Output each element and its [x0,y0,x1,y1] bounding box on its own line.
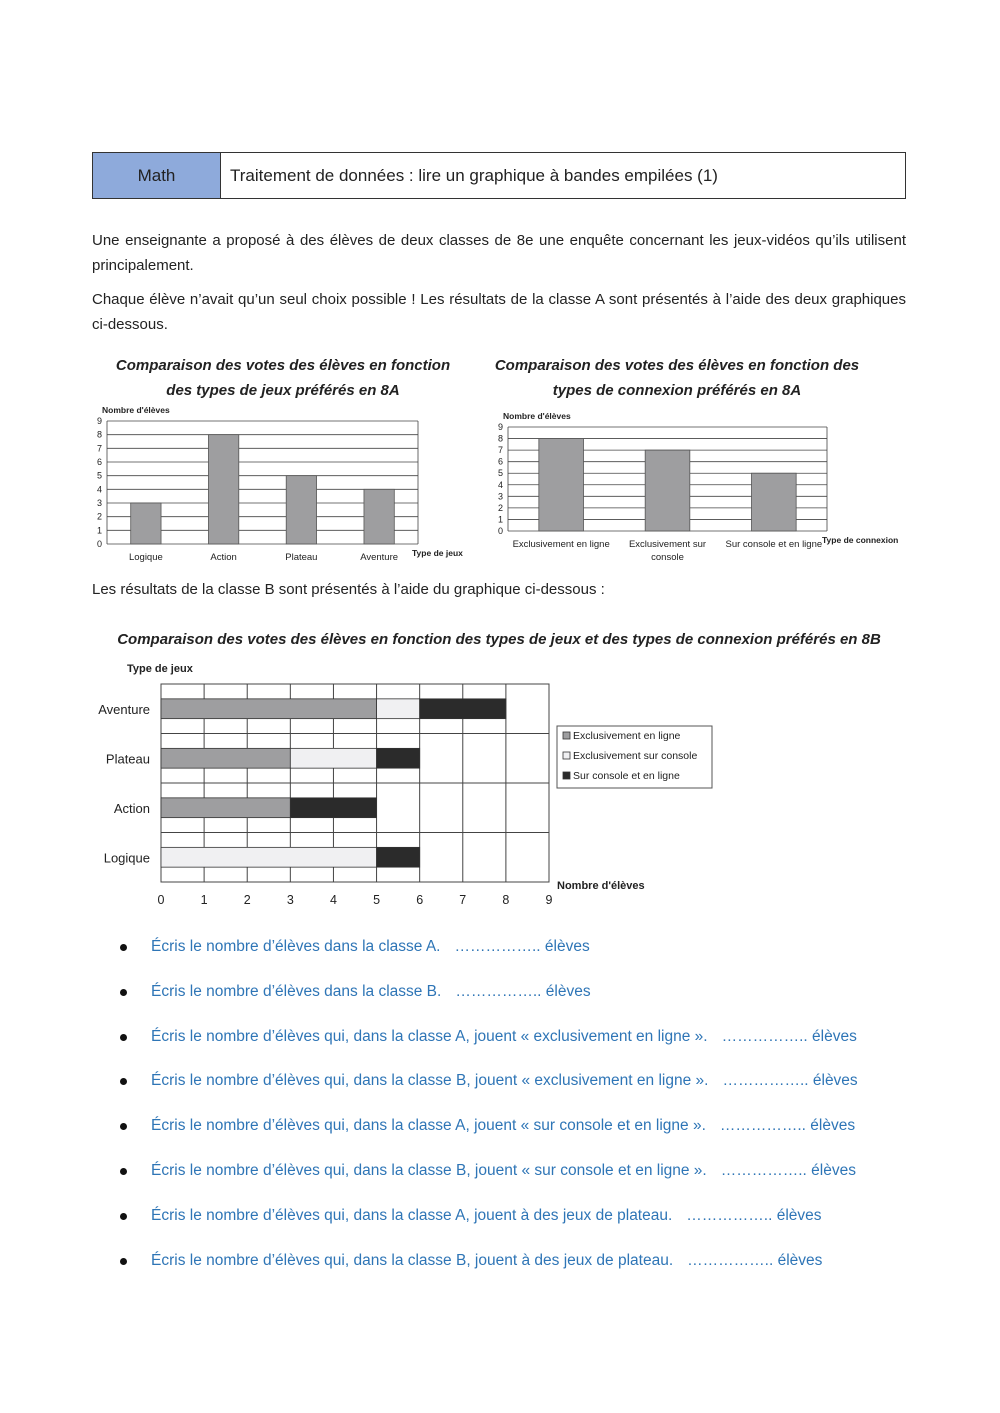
bar-segment [161,798,290,818]
bullet-icon [120,1213,127,1220]
chart-a2-title-line1: Comparaison des votes des élèves en fonction des [494,357,860,374]
bar [208,435,238,544]
answer-blank[interactable]: …………….. [721,1027,813,1045]
bullet-icon [120,1078,127,1085]
legend-swatch [563,752,570,759]
y-tick-label: 9 [497,422,503,432]
bar [364,489,394,544]
bullet-icon [120,989,127,996]
answer-unit: élèves [812,1072,858,1090]
x-tick-label: Logique [128,552,163,563]
question-item [120,1064,940,1109]
question-text: Écris le nombre d’élèves qui, dans la classe A, jouent « sur console et en ligne ». [151,1117,706,1135]
y-tick-label: 3 [497,491,503,502]
y-tick-label: 0 [497,526,503,536]
x-tick-label: Exclusivement sur [628,539,707,550]
intro-paragraph-3: Les résultats de la classe B sont présentés à l’aide du graphique ci-dessous : [92,581,605,598]
y-tick-label: 6 [497,456,503,467]
answer-blank[interactable]: …………….. [720,1161,812,1179]
worksheet-title: Traitement de données : lire un graphique à bandes empilées (1) [230,165,718,185]
bar [286,476,316,544]
bar-segment [420,699,506,719]
bullet-icon [120,1258,127,1265]
chart-a2-connection-types [490,405,910,577]
chart-a1-title-line2: des types de jeux préférés en 8A [166,382,400,399]
bar-segment [377,699,420,719]
legend [557,726,712,788]
bar-segment [290,798,376,818]
header-box [92,152,906,199]
question-item [120,1154,940,1199]
x-tick-label: Action [210,552,237,563]
x-tick-label: 5 [373,893,381,907]
question-item [120,975,940,1020]
y-tick-label: 3 [96,498,102,508]
y-tick-label: 1 [497,514,503,525]
bar-segment [377,847,420,867]
x-tick-label: 4 [329,893,337,907]
y-tick-label: Plateau [105,751,150,767]
y-tick-label: 6 [96,457,102,467]
legend-swatch [563,772,570,779]
y-axis-label: Nombre d'élèves [503,411,571,421]
y-tick-label: 4 [96,484,102,495]
answer-unit: élèves [810,1117,856,1135]
answer-blank[interactable]: …………….. [687,1251,778,1269]
y-tick-label: 4 [497,479,503,490]
question-item [120,930,940,975]
answer-unit: élèves [545,982,591,1000]
answer-unit: élèves [776,1206,822,1224]
answer-unit: élèves [812,1027,857,1045]
answer-unit: élèves [544,938,590,955]
x-tick-label: Plateau [285,552,318,563]
bar [752,473,797,531]
y-tick-label: 5 [497,468,503,479]
y-tick-label: 2 [96,511,102,522]
x-tick-label: 1 [200,893,208,907]
bullet-icon [120,1168,127,1175]
y-tick-label: Action [113,800,150,816]
x-tick-label: 7 [459,893,467,907]
x-tick-label: 2 [243,893,251,907]
y-tick-label: 2 [497,502,503,513]
answer-unit: élèves [777,1251,823,1269]
chart-a2-title-line2: types de connexion préférés en 8A [552,382,802,399]
chart-a1-game-types [90,405,470,575]
y-tick-label: Logique [103,850,150,866]
x-tick-label: Exclusivement en ligne [512,539,610,550]
bullet-icon [120,944,127,951]
x-tick-label: console [651,552,684,563]
bar [539,439,584,531]
question-text: Écris le nombre d’élèves qui, dans la classe B, jouent « sur console et en ligne ». [151,1161,707,1179]
intro-paragraph-1: Une enseignante a proposé à des élèves de deux classes de 8e une enquête concernant les jeux-vidéos qu’ils utilisent principalement. [92,232,906,274]
question-text: Écris le nombre d’élèves qui, dans la classe A, jouent « exclusivement en ligne ». [151,1027,708,1045]
question-text: Écris le nombre d’élèves qui, dans la classe A, jouent à des jeux de plateau. [151,1206,673,1224]
x-axis-label: Type de jeux [412,548,463,558]
legend-label: Sur console et en ligne [573,770,680,782]
x-tick-label: 6 [416,893,424,907]
bullet-icon [120,1034,127,1041]
subject-label: Math [93,153,221,198]
y-tick-label: 8 [497,433,503,444]
bar [131,503,161,544]
bar [645,450,690,531]
x-tick-label: Aventure [360,552,399,563]
bar-segment [377,748,420,768]
bar-segment [161,699,377,719]
chart-a1-title [100,353,466,403]
answer-blank[interactable]: …………….. [455,982,546,1000]
x-tick-label: 8 [502,893,510,907]
x-tick-label: 0 [157,893,165,907]
x-axis-label: Nombre d'élèves [557,880,645,892]
legend-swatch [563,732,570,739]
question-text: Écris le nombre d’élèves dans la classe A. [151,938,441,955]
intro-paragraph-2: Chaque élève n’avait qu’un seul choix possible ! Les résultats de la classe A sont présentés à l’aide des deux graphiques ci-dessous. [92,291,906,333]
chart-b-stacked [90,655,730,915]
question-item [120,1109,940,1154]
y-axis-label: Nombre d'élèves [102,405,170,415]
y-tick-label: 9 [96,416,102,426]
x-axis-label: Type de connexion [822,535,899,545]
y-axis-label: Type de jeux [127,663,193,675]
y-tick-label: 1 [96,525,102,536]
answer-unit: élèves [811,1161,856,1179]
legend-label: Exclusivement en ligne [573,730,681,742]
question-text: Écris le nombre d’élèves dans la classe B. [151,982,442,1000]
answer-blank[interactable]: …………….. [686,1206,777,1224]
chart-a2-title [482,353,872,403]
answer-blank[interactable]: …………….. [719,1117,811,1135]
y-tick-label: 5 [96,470,102,481]
chart-b-title: Comparaison des votes des élèves en fonction des types de jeux et des types de connexion préférés en 8B [117,631,881,648]
x-tick-label: 9 [545,893,553,907]
question-item [120,1020,940,1065]
y-tick-label: 0 [96,539,102,549]
y-tick-label: 7 [497,445,503,456]
question-item [120,1199,940,1244]
answer-blank[interactable]: …………….. [454,938,545,955]
bar-segment [161,748,290,768]
question-text: Écris le nombre d’élèves qui, dans la classe B, jouent à des jeux de plateau. [151,1251,674,1269]
question-item [120,1244,940,1289]
legend-label: Exclusivement sur console [573,750,698,762]
question-list [120,930,940,1288]
y-tick-label: 7 [96,443,102,454]
bar-segment [290,748,376,768]
question-text: Écris le nombre d’élèves qui, dans la classe B, jouent « exclusivement en ligne ». [151,1072,709,1090]
x-tick-label: 3 [286,893,294,907]
x-tick-label: Sur console et en ligne [725,539,823,550]
bar-segment [161,847,377,867]
answer-blank[interactable]: …………….. [722,1072,813,1090]
chart-a1-title-line1: Comparaison des votes des élèves en fonction [115,357,451,374]
y-tick-label: Aventure [98,701,150,717]
bullet-icon [120,1123,127,1130]
y-tick-label: 8 [96,429,102,440]
